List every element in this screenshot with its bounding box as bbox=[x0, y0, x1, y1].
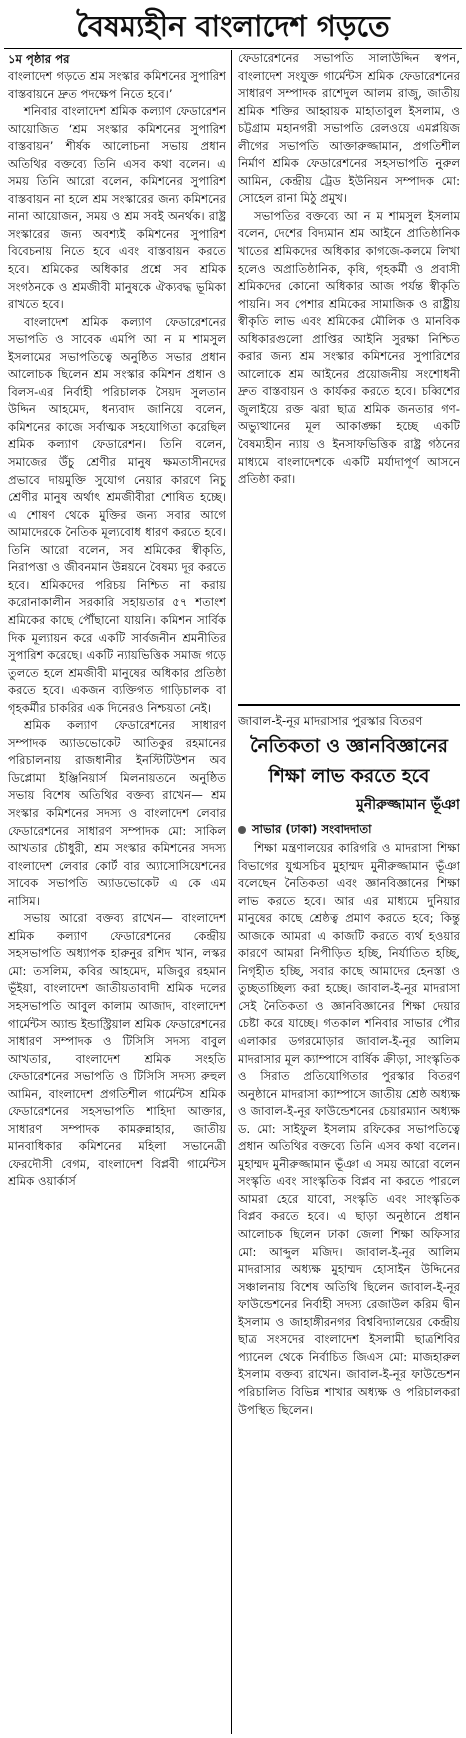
body-paragraph: সভাপতির বক্তব্যে আ ন ম শামসুল ইসলাম বলেন, দেশের বিদ্যমান শ্রম আইনে প্রাতিষ্ঠানিক খাতের শ্রমিকদের অধিকার কাগজে-কলমে লিখা হলেও অপ্রাতিষ্ঠানিক, কৃষি, গৃহকর্মী ও প্রবাসী শ্রমিকদের কোনো অধিকার আজ পর্যন্ত স্বীকৃতি পায়নি। সব পেশার শ্রমিকের সামাজিক ও রাষ্ট্রীয় স্বীকৃতি লাভ এবং শ্রমিকের মৌলিক ও মানবিক অধিকারগুলো প্রাপ্তির আইনি সুরক্ষা নিশ্চিত করার জন্য শ্রম সংস্কার কমিশনের সুপারিশের আলোকে শ্রম আইনের প্রয়োজনীয় সংশোধনী দ্রুত বাস্তবায়ন ও কার্যকর করতে হবে। চব্বিশের জুলাইয়ে রক্ত ঝরা ছাত্র শ্রমিক জনতার গণ-অভ্যুত্থানের মূল আকাঙ্ক্ষা হচ্ছে একটি বৈষম্যহীন ন্যায় ও ইনসাফভিত্তিক রাষ্ট্র গঠনের মাধ্যমে বাংলাদেশকে একটি মর্যাদাপূর্ণ আসনে প্রতিষ্ঠা করা। bbox=[238, 208, 460, 487]
sub-article-dateline bbox=[238, 818, 460, 840]
sub-article bbox=[238, 704, 460, 1734]
bullet-icon bbox=[238, 826, 246, 834]
sub-article-headline-line2: শিক্ষা লাভ করতে হবে bbox=[268, 766, 430, 787]
dateline-text: সাভার (ঢাকা) সংবাদদাতা bbox=[252, 822, 372, 836]
right-column bbox=[238, 50, 460, 700]
column-divider bbox=[231, 50, 232, 1734]
main-headline: বৈষম্যহীন বাংলাদেশ গড়তে bbox=[76, 9, 390, 43]
body-paragraph: ফেডারেশনের সভাপতি সালাউদ্দিন স্বপন, বাংলাদেশ সংযুক্ত গার্মেন্টস শ্রমিক ফেডারেশনের সাধারণ সম্পাদক রাশেদুল আলম রাজু, জাতীয় শ্রমিক শক্তির আহ্বায়ক মাহাতাবুল ইসলাম, ও চট্টগ্রাম মহানগরী সভাপতি রেলওয়ে এমপ্লয়িজ লীগের সভাপতি আক্তারুজ্জামান, প্রগতিশীল নির্মাণ শ্রমিক ফেডারেশনের সহসভাপতি নুরুল আমিন, কেন্দ্রীয় ট্রেড ইউনিয়ন সম্পাদক মো: সোহেল রানা মিঠু প্রমুখ। bbox=[238, 51, 460, 206]
sub-article-kicker: জাবাল-ই-নূর মাদরাসার পুরস্কার বিতরণ bbox=[238, 714, 423, 728]
left-column bbox=[8, 50, 226, 1734]
body-paragraph: শ্রমিক কল্যাণ ফেডারেশনের সাধারণ সম্পাদক অ্যাডভোকেট আতিকুর রহমানের পরিচালনায় রাজধানীর ইনস্টিটিউশন অব ডিপ্লোমা ইঞ্জিনিয়ার্স মিলনায়তনে অনুষ্ঠিত সভায় বিশেষ অতিথির বক্তব্য রাখেন— শ্রম সংস্কার কমিশনের সদস্য ও বাংলাদেশ লেবার ফেডারেশনের সাধারণ সম্পাদক মো: সাকিল আখতার চৌধুরী, শ্রম সংস্কার কমিশনের সদস্য বাংলাদেশ লেবার কোর্ট বার অ্যাসোসিয়েশনের সাবেক সভাপতি অ্যাডভোকেট এ কে এম নাসিম। bbox=[8, 718, 226, 908]
body-paragraph: শনিবার বাংলাদেশ শ্রমিক কল্যাণ ফেডারেশন আয়োজিত ‘শ্রম সংস্কার কমিশনের সুপারিশ বাস্তবায়ন’ শীর্ষক আলোচনা সভায় প্রধান অতিথির বক্তব্যে তিনি এসব কথা বলেন। এ সময় তিনি আরো বলেন, কমিশনের সুপারিশ বাস্তবায়ন না হলে শ্রম সংস্কারের জন্য কমিশনের নানা আয়োজন, সময় ও শ্রম সবই অনর্থক। রাষ্ট্র সংস্কারের জন্য অবশ্যই কমিশনের সুপারিশ বিবেচনায় নিতে হবে এবং বাস্তবায়ন করতে হবে। শ্রমিকের অধিকার প্রশ্নে সব শ্রমিক সংগঠনকে ও শ্রমজীবী মানুষকে ঐক্যবদ্ধ ভূমিকা রাখতে হবে। bbox=[8, 104, 226, 312]
sub-article-paragraph: শিক্ষা মন্ত্রণালয়ের কারিগরি ও মাদরাসা শিক্ষা বিভাগের যুগ্মসচিব মুহাম্মদ মুনীরুজ্জামান ভূঁঞা বলেছেন নৈতিকতা এবং জ্ঞানবিজ্ঞানের শিক্ষা লাভ করতে হবে। আর এর মাধ্যমে দুনিয়ার মানুষের কাছে শ্রেষ্ঠত্ব প্রমাণ করতে হবে; কিন্তু আজকে আমরা এ কাজটি করতে ব্যর্থ হওয়ার কারণে আমরা নিপীড়িত হচ্ছি, নির্যাতিত হচ্ছি, নিগৃহীত হচ্ছি, সবার কাছে আমাদের হেনস্তা ও তুচ্ছতাচ্ছিল্য করা হচ্ছে। জাবাল-ই-নূর মাদরাসা সেই নৈতিকতা ও জ্ঞানবিজ্ঞানের শিক্ষা দেয়ার চেষ্টা করে যাচ্ছে। গতকাল শনিবার সাভার পৌর এলাকার ডগরমোড়ার জাবাল-ই-নূর আলিম মাদরাসার মূল ক্যাম্পাসে বার্ষিক ক্রীড়া, সাংস্কৃতিক ও সিরাত প্রতিযোগিতার পুরস্কার বিতরণ অনুষ্ঠানে মাদরাসা ক্যাম্পাসে জাতীয় শ্রেষ্ঠ অধ্যক্ষ ও জাবাল-ই-নূর ফাউন্ডেশনের চেয়ারম্যান অধ্যক্ষ ড. মো: সাইফুল ইসলাম রফিকের সভাপতিত্বে প্রধান অতিথির বক্তব্যে তিনি এসব কথা বলেন। মুহাম্মদ মুনীরুজ্জামান ভূঁঞা এ সময় আরো বলেন সংস্কৃতি এবং সাংস্কৃতিক বিপ্লব না করতে পারলে আমরা হেরে যাবো, সংস্কৃতি এবং সাংস্কৃতিক বিপ্লব করতে হবে। এ ছাড়া অনুষ্ঠানে প্রধান আলোচক ছিলেন ঢাকা জেলা শিক্ষা অফিসার মো: আব্দুল মজিদ। জাবাল-ই-নূর আলিম মাদরাসার অধ্যক্ষ মুহাম্মদ হোসাইন উদ্দিনের সঞ্চালনায় বিশেষ অতিথি ছিলেন জাবাল-ই-নূর ফাউন্ডেশনের নির্বাহী সদস্য রেজাউল করিম দ্বীন ইসলাম ও জাহাঙ্গীরনগর বিশ্ববিদ্যালয়ের কেন্দ্রীয় ছাত্র সংসদের বাংলাদেশ ইসলামী ছাত্রশিবির প্যানেল থেকে নির্বাচিত জিএস মো: মাজহারুল ইসলাম বক্তব্য রাখেন। জাবাল-ই-নূর ফাউন্ডেশন পরিচালিত বিভিন্ন শাখার অধ্যক্ষ ও পরিচালকরা উপস্থিত ছিলেন। bbox=[238, 841, 460, 1417]
body-paragraph: সভায় আরো বক্তব্য রাখেন— বাংলাদেশ শ্রমিক কল্যাণ ফেডারেশনের কেন্দ্রীয় সহসভাপতি অধ্যাপক হারুনুর রশিদ খান, লস্কর মো: তসলিম, কবির আহমেদ, মজিবুর রহমান ভূঁইয়া, বাংলাদেশ জাতীয়তাবাদী শ্রমিক দলের সহসভাপতি আবুল কালাম আজাদ, বাংলাদেশ গার্মেন্টস অ্যান্ড ইন্ডাস্ট্রিয়াল শ্রমিক ফেডারেশনের সাধারণ সম্পাদক ও টিসিসি সদস্য বাবুল আখতার, বাংলাদেশ শ্রমিক সংহতি ফেডারেশনের সভাপতি ও টিসিসি সদস্য রুহুল আমিন, বাংলাদেশ প্রগতিশীল গার্মেন্টস শ্রমিক ফেডারেশনের সহসভাপতি শাহিদা আক্তার, সাধারণ সম্পাদক কামরুন্নাহার, জাতীয় মানবাধিকার কমিশনের মহিলা সভানেত্রী ফেরদৌসী বেগম, বাংলাদেশ বিপ্লবী গার্মেন্টস শ্রমিক ওয়ার্কার্স bbox=[8, 911, 226, 1189]
body-paragraph: বাংলাদেশ শ্রমিক কল্যাণ ফেডারেশনের সভাপতি ও সাবেক এমপি আ ন ম শামসুল ইসলামের সভাপতিত্বে অনুষ্ঠিত সভার প্রধান আলোচক ছিলেন শ্রম সংস্কার কমিশন প্রধান ও বিলস-এর নির্বাহী পরিচালক সৈয়দ সুলতান উদ্দিন আহমেদ, ধন্যবাদ জানিয়ে বলেন, কমিশনের কাজে সর্বাত্মক সহযোগিতা করেছিল শ্রমিক কল্যাণ ফেডারেশন। তিনি বলেন, সমাজের উঁচু শ্রেণীর মানুষ ক্ষমতাসীনদের প্রভাবে দায়মুক্তি সুযোগ নেয়ার কারণে নিচু শ্রেণীর মানুষ অর্থাৎ শ্রমজীবীরা শোষিত হচ্ছে। এ শোষণ থেকে মুক্তির জন্য সবার আগে আমাদেরকে নৈতিক মূল্যবোধ ধারণ করতে হবে। তিনি আরো বলেন, সব শ্রমিকের স্বীকৃতি, নিরাপত্তা ও জীবনমান উন্নয়নে বৈষম্য দূর করতে হবে। শ্রমিকদের পরিচয় নিশ্চিত না করায় করোনাকালীন সরকারি সহায়তার ৫৭ শতাংশ শ্রমিকের কাছে পৌঁছানো যায়নি। কমিশন সার্বিক দিক মূল্যায়ন করে একটি সার্বজনীন শ্রমনীতির সুপারিশ করেছে। একটি ন্যায়ভিত্তিক সমাজ গড়ে তুলতে হলে শ্রমজীবী মানুষের অধিকার প্রতিষ্ঠা করতে হবে। একজন ব্যক্তিগত গাড়িচালক বা গৃহকর্মীর চাকরির এক দিনেরও নিশ্চয়তা নেই। bbox=[8, 314, 226, 715]
headline-rule bbox=[4, 48, 462, 49]
body-paragraph: বাংলাদেশ গড়তে শ্রম সংস্কার কমিশনের সুপারিশ বাস্তবায়নে দ্রুত পদক্ষেপ নিতে হবে।’ bbox=[8, 69, 226, 101]
continuation-label: ১ম পৃষ্ঠার পর bbox=[8, 52, 70, 66]
sub-article-rule bbox=[238, 704, 460, 706]
sub-article-byline: মুনীরুজ্জামান ভূঁঞা bbox=[356, 797, 460, 813]
sub-article-headline-line1: নৈতিকতা ও জ্ঞানবিজ্ঞানের bbox=[250, 736, 448, 757]
